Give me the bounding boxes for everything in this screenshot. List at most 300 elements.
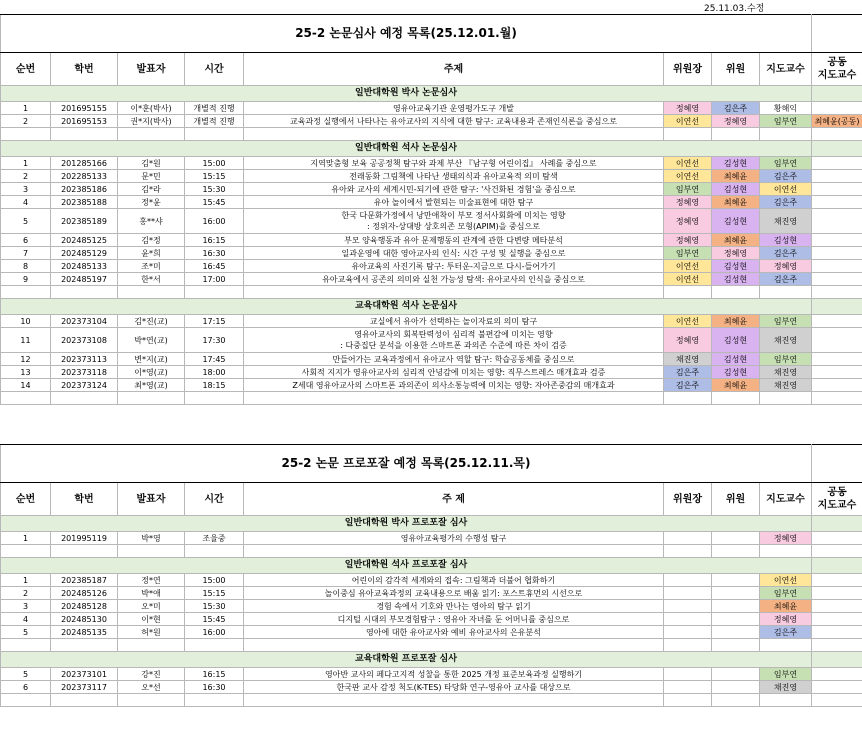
- row-number: 2: [1, 587, 51, 600]
- member-name: 최혜윤: [712, 196, 760, 209]
- header-subject: 주제: [244, 53, 664, 86]
- chair-name: [664, 532, 712, 545]
- thesis-subject: [244, 234, 664, 247]
- subject-line: 한국 다문화가정에서 낭만애착이 부모 정서사회화에 미치는 영향: [341, 211, 566, 220]
- chair-name: 이연선: [664, 115, 712, 128]
- thesis-subject: [244, 328, 664, 353]
- member-name: [712, 574, 760, 587]
- co-advisor-name: [812, 170, 862, 183]
- subject-line: 지역맞춤형 보육 공공정책 탐구와 과제 부산 『남구형 어린이집』 사례를 중심으로: [310, 158, 597, 168]
- section-title: 일반대학원 박사 논문심사: [1, 86, 812, 102]
- presenter-name: 홍**샤: [118, 209, 185, 234]
- table-row: [1, 574, 862, 587]
- co-advisor-name: [812, 209, 862, 234]
- header-subject: 주 제: [244, 483, 664, 516]
- header-time: 시간: [185, 53, 244, 86]
- header-co-advisor: 공동 지도교수: [812, 53, 862, 86]
- thesis-subject: [244, 315, 664, 328]
- member-name: [712, 681, 760, 694]
- student-id: 202373118: [51, 366, 118, 379]
- member-name: 김성현: [712, 157, 760, 170]
- header-chair: 위원장: [664, 53, 712, 86]
- empty-cell: [712, 694, 760, 707]
- member-name: 최혜윤: [712, 234, 760, 247]
- section-row: [1, 516, 862, 532]
- subject-line: Z세대 영유아교사의 스마트폰 과의존이 의사소통능력에 미치는 영향: 자아존중감의 매개효과: [292, 380, 615, 390]
- presentation-time: 개별적 진행: [185, 102, 244, 115]
- spacer-row: [1, 694, 862, 707]
- presentation-time: 16:00: [185, 209, 244, 234]
- co-advisor-name: [812, 668, 862, 681]
- empty-cell: [244, 128, 664, 141]
- member-name: 김성현: [712, 209, 760, 234]
- member-name: 최혜윤: [712, 315, 760, 328]
- presenter-name: 김*정: [118, 234, 185, 247]
- co-advisor-name: [812, 234, 862, 247]
- presenter-name: 이*영(교): [118, 366, 185, 379]
- empty-cell: [760, 639, 812, 652]
- student-id: 201285166: [51, 157, 118, 170]
- empty-cell: [244, 286, 664, 299]
- co-advisor-name: [812, 600, 862, 613]
- row-number: 6: [1, 234, 51, 247]
- row-number: 5: [1, 209, 51, 234]
- empty-cell: [712, 639, 760, 652]
- student-id: 202373124: [51, 379, 118, 392]
- advisor-name: 김은주: [760, 170, 812, 183]
- chair-name: 임부연: [664, 247, 712, 260]
- empty-cell: [185, 392, 244, 405]
- empty-cell: [118, 639, 185, 652]
- member-name: 김성현: [712, 328, 760, 353]
- presentation-time: 16:45: [185, 260, 244, 273]
- chair-name: 김은주: [664, 366, 712, 379]
- subject-line: 영유아교육평가의 수행성 탐구: [400, 533, 507, 543]
- thesis-subject: [244, 681, 664, 694]
- thesis-subject: [244, 379, 664, 392]
- empty-cell: [185, 639, 244, 652]
- advisor-name: 임부연: [760, 315, 812, 328]
- row-number: 3: [1, 600, 51, 613]
- row-number: 5: [1, 626, 51, 639]
- member-name: [712, 613, 760, 626]
- subject-line: 영유아교육기관 운영평가도구 개발: [392, 103, 514, 113]
- member-name: [712, 626, 760, 639]
- student-id: 202485126: [51, 587, 118, 600]
- student-id: 202385187: [51, 574, 118, 587]
- presentation-time: 16:30: [185, 681, 244, 694]
- presenter-name: 오*선: [118, 681, 185, 694]
- presentation-time: 15:30: [185, 183, 244, 196]
- student-id: 202485130: [51, 613, 118, 626]
- advisor-name: 최혜윤: [760, 600, 812, 613]
- empty-cell: [812, 639, 862, 652]
- advisor-name: 임부연: [760, 668, 812, 681]
- row-number: 1: [1, 102, 51, 115]
- co-advisor-name: [812, 574, 862, 587]
- co-advisor-name: 최혜윤(공동): [812, 115, 862, 128]
- revision-note: 25.11.03.수정: [704, 4, 765, 14]
- spacer-row: [1, 392, 862, 405]
- empty-cell: [118, 286, 185, 299]
- table-row: [1, 532, 862, 545]
- row-number: 2: [1, 170, 51, 183]
- subject-line: 유아교육에서 공존의 의미와 실천 가능성 탐색: 유아교사의 인식을 중심으로: [322, 274, 585, 284]
- chair-name: 김은주: [664, 379, 712, 392]
- table-row: [1, 234, 862, 247]
- table-title: 25-2 논문심사 예정 목록(25.12.01.월): [1, 15, 812, 53]
- empty-cell: [760, 694, 812, 707]
- empty-cell: [812, 15, 862, 53]
- member-name: [712, 668, 760, 681]
- co-advisor-name: [812, 328, 862, 353]
- subject-line: 유아교육의 사진기록 탐구: 투터운-지금으로 다시-들어가기: [351, 261, 556, 271]
- subject-line: 만들어가는 교육과정에서 유아교사 역할 탐구: 학습공동체를 중심으로: [332, 354, 575, 364]
- empty-cell: [812, 694, 862, 707]
- student-id: 202485135: [51, 626, 118, 639]
- advisor-name: 임부연: [760, 157, 812, 170]
- chair-name: 정혜영: [664, 328, 712, 353]
- presentation-time: 17:30: [185, 328, 244, 353]
- section-title: 일반대학원 박사 프로포잘 심사: [1, 516, 812, 532]
- empty-cell: [51, 694, 118, 707]
- table-row: [1, 183, 862, 196]
- empty-cell: [812, 652, 862, 668]
- empty-cell: [712, 128, 760, 141]
- thesis-defense-table: [0, 14, 862, 405]
- presentation-time: 17:45: [185, 353, 244, 366]
- empty-cell: [664, 545, 712, 558]
- thesis-subject: [244, 247, 664, 260]
- advisor-name: 채진영: [760, 681, 812, 694]
- co-advisor-name: [812, 315, 862, 328]
- presentation-time: 18:00: [185, 366, 244, 379]
- table-row: [1, 209, 862, 234]
- member-name: 김성현: [712, 353, 760, 366]
- row-number: 11: [1, 328, 51, 353]
- subject-line: 영유아교사의 회복탄력성이 심리적 불편감에 미치는 영향: [354, 330, 553, 339]
- advisor-name: 채진영: [760, 328, 812, 353]
- advisor-name: 김은주: [760, 247, 812, 260]
- member-name: 정혜영: [712, 115, 760, 128]
- empty-cell: [51, 392, 118, 405]
- thesis-subject: [244, 532, 664, 545]
- spacer-row: [1, 128, 862, 141]
- thesis-subject: [244, 353, 664, 366]
- table-row: [1, 353, 862, 366]
- presentation-time: 17:00: [185, 273, 244, 286]
- presenter-name: 박*영: [118, 532, 185, 545]
- table-row: [1, 170, 862, 183]
- empty-cell: [812, 558, 862, 574]
- advisor-name: 이연선: [760, 183, 812, 196]
- subject-line: 유아와 교사의 세계시민-되기에 관한 탐구: '사건화된 경험'을 중심으로: [331, 184, 576, 194]
- chair-name: 이연선: [664, 170, 712, 183]
- chair-name: [664, 613, 712, 626]
- co-advisor-name: [812, 626, 862, 639]
- co-advisor-name: [812, 260, 862, 273]
- presentation-time: 조율중: [185, 532, 244, 545]
- header-presenter: 발표자: [118, 483, 185, 516]
- chair-name: 이연선: [664, 157, 712, 170]
- chair-name: [664, 668, 712, 681]
- header-member: 위원: [712, 53, 760, 86]
- presentation-time: 18:15: [185, 379, 244, 392]
- empty-cell: [812, 128, 862, 141]
- presenter-name: 김*진(교): [118, 315, 185, 328]
- student-id: 202373117: [51, 681, 118, 694]
- empty-cell: [812, 141, 862, 157]
- header-row: [1, 483, 862, 516]
- row-number: 4: [1, 613, 51, 626]
- advisor-name: 황해익: [760, 102, 812, 115]
- empty-cell: [812, 392, 862, 405]
- table-row: [1, 157, 862, 170]
- header-student-id: 학번: [51, 483, 118, 516]
- subject-line: 어린이의 감각적 세계와의 접속: 그림책과 더불어 협화하기: [351, 575, 556, 585]
- row-number: 1: [1, 532, 51, 545]
- presentation-time: 15:30: [185, 600, 244, 613]
- subject-line: 유아 놀이에서 발현되는 미술표현에 대한 탐구: [373, 197, 534, 207]
- presenter-name: 문*민: [118, 170, 185, 183]
- co-advisor-name: [812, 247, 862, 260]
- presentation-time: 개별적 진행: [185, 115, 244, 128]
- empty-cell: [760, 128, 812, 141]
- empty-cell: [118, 694, 185, 707]
- section-title: 교육대학원 프로포잘 심사: [1, 652, 812, 668]
- co-advisor-name: [812, 353, 862, 366]
- member-name: [712, 600, 760, 613]
- presentation-time: 16:30: [185, 247, 244, 260]
- row-number: 1: [1, 157, 51, 170]
- empty-cell: [664, 286, 712, 299]
- subject-line: 일과운영에 대한 영아교사의 인식: 시간 구성 및 실행을 중심으로: [341, 248, 566, 258]
- row-number: 3: [1, 183, 51, 196]
- header-chair: 위원장: [664, 483, 712, 516]
- presenter-name: 변*지(교): [118, 353, 185, 366]
- proposal-table: [0, 444, 862, 707]
- presenter-name: 김*원: [118, 157, 185, 170]
- empty-cell: [51, 128, 118, 141]
- empty-cell: [760, 545, 812, 558]
- table-title: 25-2 논문 프로포잘 예정 목록(25.12.11.목): [1, 445, 812, 483]
- subject-line: 부모 양육행동과 유아 문제행동의 관계에 관한 다변량 메타분석: [344, 235, 563, 245]
- thesis-subject: [244, 273, 664, 286]
- thesis-subject: [244, 157, 664, 170]
- chair-name: [664, 574, 712, 587]
- table-row: [1, 315, 862, 328]
- presentation-time: 16:15: [185, 234, 244, 247]
- student-id: 202485125: [51, 234, 118, 247]
- presenter-name: 김*라: [118, 183, 185, 196]
- empty-cell: [185, 545, 244, 558]
- chair-name: 이연선: [664, 315, 712, 328]
- row-number: 12: [1, 353, 51, 366]
- section-title: 일반대학원 석사 논문심사: [1, 141, 812, 157]
- member-name: 정혜영: [712, 247, 760, 260]
- presentation-time: 16:00: [185, 626, 244, 639]
- presenter-name: 박*애: [118, 587, 185, 600]
- empty-cell: [812, 299, 862, 315]
- thesis-subject: [244, 102, 664, 115]
- student-id: 202373104: [51, 315, 118, 328]
- empty-cell: [118, 128, 185, 141]
- table-row: [1, 247, 862, 260]
- empty-cell: [244, 639, 664, 652]
- subject-line: 사회적 지지가 영유아교사의 심리적 안녕감에 미치는 영향: 직무스트레스 매개효과 검증: [301, 367, 606, 377]
- table-row: [1, 379, 862, 392]
- empty-cell: [760, 286, 812, 299]
- member-name: 김성현: [712, 183, 760, 196]
- thesis-subject: [244, 366, 664, 379]
- table-row: [1, 102, 862, 115]
- student-id: 202485197: [51, 273, 118, 286]
- empty-cell: [1, 286, 51, 299]
- presenter-name: 권*지(박사): [118, 115, 185, 128]
- header-member: 위원: [712, 483, 760, 516]
- advisor-name: 정혜영: [760, 260, 812, 273]
- chair-name: [664, 626, 712, 639]
- chair-name: 정혜영: [664, 196, 712, 209]
- row-number: 8: [1, 260, 51, 273]
- header-co-advisor: 공동 지도교수: [812, 483, 862, 516]
- student-id: 202373101: [51, 668, 118, 681]
- section-title: 교육대학원 석사 논문심사: [1, 299, 812, 315]
- header-row: [1, 53, 862, 86]
- thesis-subject: [244, 115, 664, 128]
- row-number: 10: [1, 315, 51, 328]
- table-row: [1, 366, 862, 379]
- presenter-name: 최*영(교): [118, 379, 185, 392]
- empty-cell: [1, 639, 51, 652]
- advisor-name: 임부연: [760, 115, 812, 128]
- chair-name: 이연선: [664, 273, 712, 286]
- empty-cell: [1, 694, 51, 707]
- subject-line: : 정위자-상대방 상호의존 모형(APIM)을 중심으로: [367, 222, 540, 231]
- table-row: [1, 587, 862, 600]
- advisor-name: 김은주: [760, 196, 812, 209]
- thesis-subject: [244, 587, 664, 600]
- subject-line: 교육과정 실행에서 나타나는 유아교사의 지식에 대한 탐구: 교육내용과 존재인식론을 중심으로: [290, 116, 617, 126]
- student-id: 202285133: [51, 170, 118, 183]
- row-number: 2: [1, 115, 51, 128]
- table-row: [1, 668, 862, 681]
- section-title: 일반대학원 석사 프로포잘 심사: [1, 558, 812, 574]
- row-number: 1: [1, 574, 51, 587]
- empty-cell: [118, 545, 185, 558]
- empty-cell: [244, 694, 664, 707]
- row-number: 14: [1, 379, 51, 392]
- section-row: [1, 299, 862, 315]
- empty-cell: [664, 694, 712, 707]
- thesis-subject: [244, 260, 664, 273]
- subject-line: 전래동화 그림책에 나타난 생태의식과 유아교육적 의미 탐색: [349, 171, 558, 181]
- thesis-subject: [244, 600, 664, 613]
- chair-name: [664, 600, 712, 613]
- table-row: [1, 328, 862, 353]
- presentation-time: 15:45: [185, 196, 244, 209]
- presentation-time: 16:15: [185, 668, 244, 681]
- subject-line: 놀이중심 유아교육과정의 교육내용으로 배움 읽기: 포스트휴먼의 시선으로: [324, 588, 583, 598]
- empty-cell: [51, 545, 118, 558]
- member-name: 최혜윤: [712, 379, 760, 392]
- advisor-name: 정혜영: [760, 532, 812, 545]
- presentation-time: 15:00: [185, 574, 244, 587]
- subject-line: : 다중집단 분석을 이용한 스마트폰 과의존 수준에 따른 차이 검증: [340, 341, 567, 350]
- student-id: 202485133: [51, 260, 118, 273]
- table-row: [1, 626, 862, 639]
- presentation-time: 15:15: [185, 587, 244, 600]
- presenter-name: 윤*희: [118, 247, 185, 260]
- thesis-subject: [244, 196, 664, 209]
- empty-cell: [712, 392, 760, 405]
- co-advisor-name: [812, 366, 862, 379]
- thesis-subject: [244, 183, 664, 196]
- presenter-name: 이*현: [118, 613, 185, 626]
- table-row: [1, 196, 862, 209]
- empty-cell: [812, 516, 862, 532]
- student-id: 202385188: [51, 196, 118, 209]
- chair-name: [664, 587, 712, 600]
- header-no: 순번: [1, 53, 51, 86]
- subject-line: 경험 속에서 기호와 만나는 영아의 탐구 읽기: [376, 601, 531, 611]
- co-advisor-name: [812, 587, 862, 600]
- thesis-subject: [244, 170, 664, 183]
- table-title-row: [1, 445, 862, 483]
- empty-cell: [185, 128, 244, 141]
- co-advisor-name: [812, 183, 862, 196]
- chair-name: 임부연: [664, 183, 712, 196]
- empty-cell: [664, 392, 712, 405]
- subject-line: 영아에 대한 유아교사와 예비 유아교사의 은유분석: [365, 627, 541, 637]
- student-id: 201995119: [51, 532, 118, 545]
- student-id: 201695155: [51, 102, 118, 115]
- row-number: 9: [1, 273, 51, 286]
- table-title-row: [1, 15, 862, 53]
- presentation-time: 17:15: [185, 315, 244, 328]
- thesis-subject: [244, 209, 664, 234]
- spacer-row: [1, 545, 862, 558]
- empty-cell: [51, 639, 118, 652]
- presentation-time: 15:45: [185, 613, 244, 626]
- advisor-name: 이연선: [760, 574, 812, 587]
- table-row: [1, 613, 862, 626]
- empty-cell: [244, 392, 664, 405]
- co-advisor-name: [812, 273, 862, 286]
- presenter-name: 조*미: [118, 260, 185, 273]
- empty-cell: [185, 694, 244, 707]
- row-number: 13: [1, 366, 51, 379]
- header-student-id: 학번: [51, 53, 118, 86]
- presenter-name: 박*연(교): [118, 328, 185, 353]
- advisor-name: 임부연: [760, 353, 812, 366]
- student-id: 202385186: [51, 183, 118, 196]
- table-row: [1, 600, 862, 613]
- co-advisor-name: [812, 613, 862, 626]
- empty-cell: [664, 639, 712, 652]
- presentation-time: 15:15: [185, 170, 244, 183]
- chair-name: 정혜영: [664, 234, 712, 247]
- advisor-name: 김성현: [760, 234, 812, 247]
- member-name: [712, 532, 760, 545]
- student-id: 202485129: [51, 247, 118, 260]
- advisor-name: 채진영: [760, 366, 812, 379]
- empty-cell: [712, 545, 760, 558]
- empty-cell: [812, 445, 862, 483]
- subject-line: 교실에서 유아가 선택하는 놀이자료의 의미 탐구: [369, 316, 538, 326]
- member-name: 최혜윤: [712, 170, 760, 183]
- empty-cell: [712, 286, 760, 299]
